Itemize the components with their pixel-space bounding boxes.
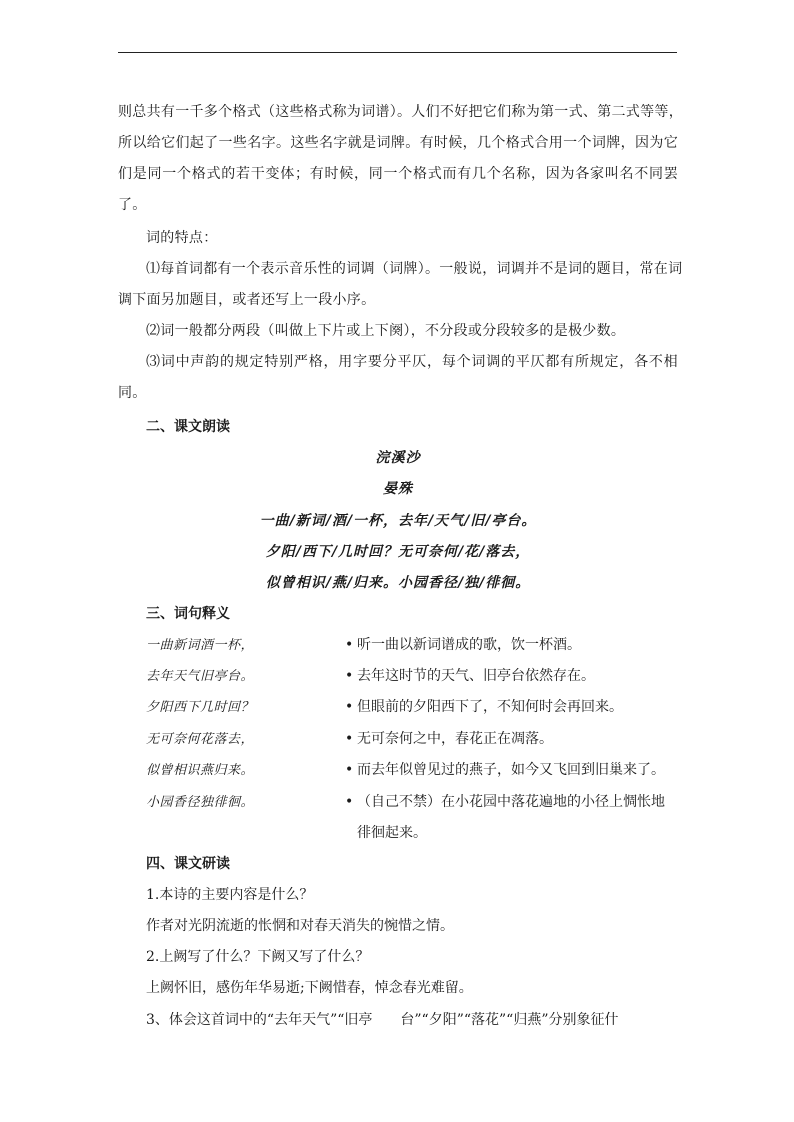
question-3: 3、体会这首词中的“去年天气”“旧亭 台”“夕阳”“落花”“归燕”分别象征什	[146, 1012, 619, 1028]
explanation-text: 无可奈何之中，春花正在凋落。	[357, 731, 553, 747]
intro-line: 则总共有一千多个格式（这些格式称为词谱）。人们不好把它们称为第一式、第二式等等，	[118, 104, 683, 120]
verse-line: 夕阳西下几时回？	[146, 700, 255, 715]
bullet: •	[345, 762, 354, 778]
poem-title: 浣溪沙	[375, 450, 421, 466]
explanation-text: 而去年似曾见过的燕子，如今又飞回到旧巢来了。	[357, 762, 665, 778]
bullet: •	[345, 731, 354, 747]
explanation-text: 听一曲以新词谱成的歌，饮一杯酒。	[357, 637, 581, 653]
answer-2: 上阙怀旧，感伤年华易逝;下阙惜春，悼念春光难留。	[146, 980, 473, 996]
bullet: •	[345, 637, 354, 653]
bullet: •	[345, 699, 354, 715]
feature-item-2: ⑵词一般都分两段（叫做上下片或上下阕），不分段或分段较多的是极少数。	[146, 323, 626, 339]
verse-explanation	[345, 696, 623, 716]
explanation-text: 去年这时节的天气、旧亭台依然存在。	[357, 668, 595, 684]
verse-explanation-cont: 徘徊起来。	[357, 825, 427, 841]
verse-line: 去年天气旧亭台。	[146, 669, 255, 684]
verse-line: 似曾相识燕归来。	[146, 763, 255, 778]
verse-explanation	[345, 759, 665, 779]
header-rule	[118, 52, 677, 53]
verse-explanation	[345, 728, 553, 748]
question-1: 1.本诗的主要内容是什么？	[146, 887, 314, 903]
answer-1: 作者对光阴流逝的怅惘和对春天消失的惋惜之情。	[146, 918, 454, 934]
explanation-text: 但眼前的夕阳西下了，不知何时会再回来。	[357, 699, 623, 715]
poem-line: 似曾相识/燕/归来。小园香径/独/徘徊。	[265, 575, 531, 591]
feature-item-1-cont: 调下面另加题目，或者还写上一段小序。	[118, 292, 376, 308]
feature-item-1: ⑴每首词都有一个表示音乐性的词调（词牌）。一般说，词调并不是词的题目，常在词	[146, 261, 683, 277]
bullet: •	[345, 668, 354, 684]
verse-explanation	[345, 791, 665, 811]
question-2: 2.上阙写了什么？下阙又写了什么？	[146, 949, 370, 965]
intro-line: 了。	[118, 197, 147, 213]
poem-author: 晏殊	[383, 481, 413, 497]
intro-line: 们是同一个格式的若干变体；有时候，同一个格式而有几个名称，因为各家叫名不同罢	[118, 166, 678, 182]
verse-line: 小园香径独徘徊。	[146, 795, 255, 810]
section-heading-reading: 二、课文朗读	[146, 419, 230, 435]
feature-item-3-cont: 同。	[118, 385, 147, 401]
verse-line: 无可奈何花落去，	[146, 732, 255, 747]
verse-line: 一曲新词酒一杯，	[146, 638, 255, 653]
poem-line: 夕阳/西下/几时回？无可奈何/花/落去，	[265, 544, 531, 560]
feature-item-3: ⑶词中声韵的规定特别严格，用字要分平仄，每个词调的平仄都有所规定，各不相	[146, 354, 678, 370]
intro-line: 所以给它们起了一些名字。这些名字就是词牌。有时候，几个格式合用一个词牌，因为它	[118, 135, 678, 151]
poem-line: 一曲/新词/酒/一杯，去年/天气/旧/亭台。	[259, 513, 537, 529]
verse-explanation	[345, 665, 595, 685]
bullet: •	[345, 794, 354, 810]
section-heading-study: 四、课文研读	[146, 856, 230, 872]
explanation-text: （自己不禁）在小花园中落花遍地的小径上惆怅地	[357, 794, 665, 810]
verse-explanation	[345, 634, 581, 654]
section-heading-explanation: 三、词句释义	[146, 606, 230, 622]
features-title: 词的特点：	[146, 230, 218, 246]
